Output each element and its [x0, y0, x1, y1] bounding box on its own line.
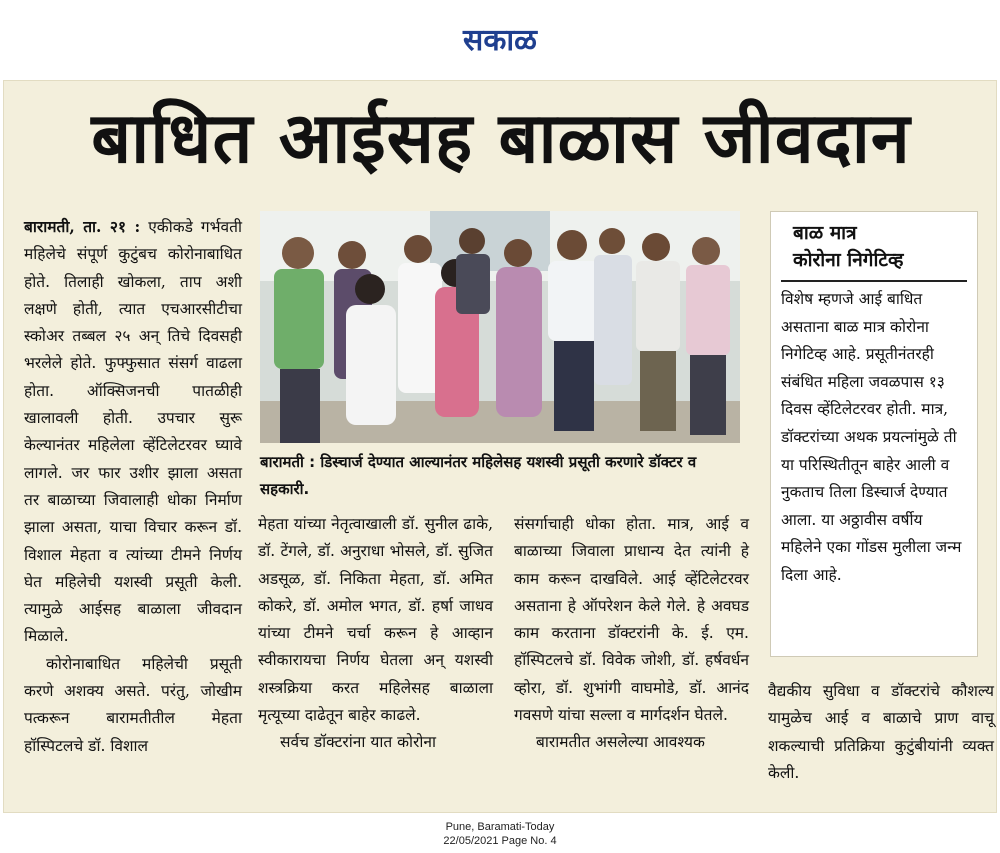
article-paragraph: बारामतीत असलेल्या आवश्यक: [536, 733, 705, 752]
footer-edition: Pune, Baramati-Today: [445, 821, 555, 833]
sidebar-title-line: बाळ मात्र: [793, 222, 857, 244]
group-photo: [260, 211, 740, 443]
paragraph-text: एकीकडे गर्भवती महिलेचे संपूर्ण कुटुंबच कोरोनाबाधित होते. तिलाही खोकला, ताप अशी लक्षणे होती, त्यात एचआरसीटीचा स्कोअर तब्बल २५ अन् तिचे दिवसही भरलेले होते. फुफ्फुसात संसर्ग वाढला होता. ऑक्सिजनची पातळीही खालावली होती. उपचार सुरू केल्यानंतर महिलेला व्हेंटिलेटरवर घ्यावे लागले. जर फार उशीर झाला असता तर बाळाच्या जिवालाही धोका निर्माण झाला असता, याचा विचार करून डॉ. विशाल मेहता व त्यांच्या टीमने निर्णय घेत महिलेची यशस्वी प्रसूती केली. त्यामुळे आईसह बाळाला जीवदान मिळाले.: [24, 218, 242, 646]
page-footer: [0, 820, 1000, 848]
article-paragraph: संसर्गाचाही धोका होता. मात्र, आई व बाळाच्या जिवाला प्राधान्य देत त्यांनी हे काम करून दाखविले. आई व्हेंटिलेटरवर असताना हे ऑपरेशन केले गेले. हे अवघड काम करताना डॉक्टरांनी के. ई. एम. हॉस्पिटलचे डॉ. विवेक जोशी, डॉ. हर्षवर्धन व्होरा, डॉ. शुभांगी वाघमोडे, डॉ. आनंद गवसणे यांचा सल्ला व मार्गदर्शन घेतले.: [514, 515, 749, 725]
masthead-logo: सकाळ: [463, 23, 537, 58]
footer-date-page: 22/05/2021 Page No. 4: [443, 835, 557, 847]
doctors-group-photo-illustration: [260, 211, 740, 443]
article-column-1: [24, 213, 242, 760]
caption-text: डिस्चार्ज देण्यात आल्यानंतर महिलेसह यशस्वी प्रसूती करणारे डॉक्टर व सहकारी.: [260, 453, 697, 498]
article-paragraph: कोरोनाबाधित महिलेची प्रसूती करणे अशक्य असते. परंतु, जोखीम पत्करून बारामतीतील मेहता हॉस्पिटलचे डॉ. विशाल: [24, 654, 242, 755]
article-paragraph: सर्वच डॉक्टरांना यात कोरोना: [280, 733, 436, 752]
sidebar-body: विशेष म्हणजे आई बाधित असताना बाळ मात्र कोरोना निगेटिव्ह आहे. प्रसूतीनंतरही संबंधित महिला जवळपास १३ दिवस व्हेंटिलेटरवर होती. मात्र, डॉक्टरांच्या अथक प्रयत्नांमुळे ती या परिस्थितीतून बाहेर आली व नुकताच तिला डिस्चार्ज देण्यात आला. या अठ्ठावीस वर्षीय महिलेने एका गोंडस मुलीला जन्म दिला आहे.: [781, 290, 962, 584]
sidebar-title-line: कोरोना निगेटिव्ह: [793, 249, 904, 271]
dateline: बारामती, ता. २१ :: [24, 217, 141, 236]
headline: बाधित आईसह बाळास जीवदान: [91, 97, 911, 179]
sidebar-box: [770, 211, 978, 657]
article-paragraph: वैद्यकीय सुविधा व डॉक्टरांचे कौशल्य यामुळेच आई व बाळाचे प्राण वाचू शकल्याची प्रतिक्रिया कुटुंबीयांनी व्यक्त केली.: [768, 682, 994, 782]
newspaper-clipping: [3, 80, 997, 813]
article-column-4: [768, 678, 994, 787]
article-column-3: [514, 511, 749, 757]
caption-place: बारामती :: [260, 453, 316, 471]
photo-caption: [260, 449, 740, 503]
article-paragraph: [24, 213, 242, 651]
article-paragraph: मेहता यांच्या नेतृत्वाखाली डॉ. सुनील ढाके, डॉ. टेंगले, डॉ. अनुराधा भोसले, डॉ. सुजित अडसूळ, डॉ. निकिता मेहता, डॉ. अमित कोकरे, डॉ. अमोल भगत, डॉ. हर्षा जाधव यांच्या टीमने चर्चा करून हे आव्हान स्वीकारायचा निर्णय घेतला अन् यशस्वी शस्त्रक्रिया करत महिलेसह बाळाला मृत्यूच्या दाढेतून बाहेर काढले.: [258, 515, 493, 725]
sidebar-title: [781, 220, 967, 282]
article-column-2: [258, 511, 493, 757]
